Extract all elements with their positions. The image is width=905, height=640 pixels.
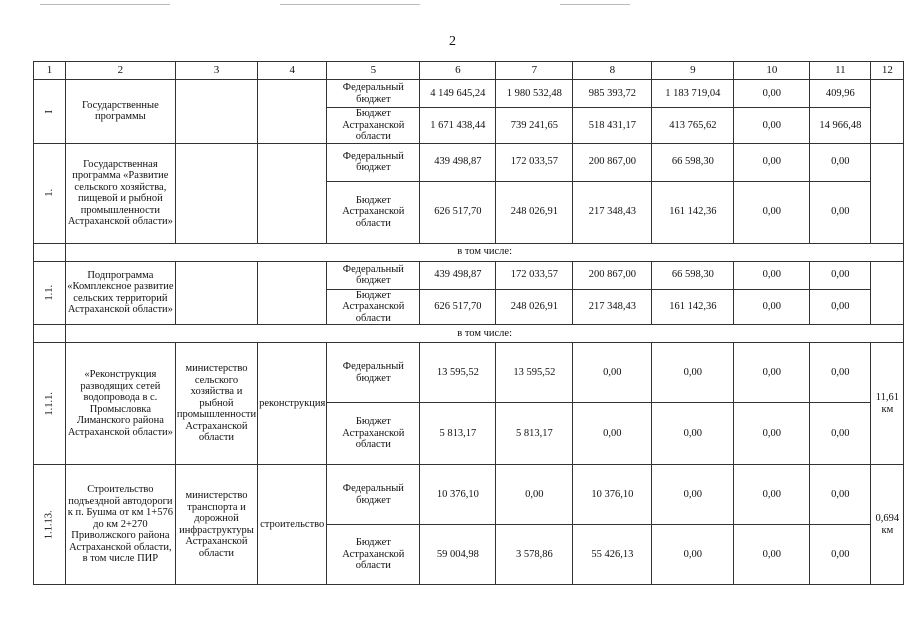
program-name: Государственная программа «Развитие сельского хозяйства, пищевой и рыбной промышленности Астраханской области»	[65, 143, 175, 243]
value-cell: 13 595,52	[420, 343, 496, 403]
col-header: 7	[496, 62, 573, 80]
scan-top-line	[280, 4, 420, 5]
value-cell: 0,00	[734, 143, 810, 181]
table-row	[34, 261, 904, 289]
value-cell: 0,00	[734, 289, 810, 325]
value-cell: 0,00	[810, 261, 871, 289]
empty-cell	[34, 243, 66, 261]
page-number: 2	[449, 34, 456, 49]
table-row	[34, 143, 904, 181]
col12-cell: 11,61 км	[871, 343, 904, 465]
col-header: 2	[65, 62, 175, 80]
table-row	[34, 80, 904, 108]
value-cell: 0,00	[652, 403, 734, 465]
value-cell: 248 026,91	[496, 289, 573, 325]
value-cell: 200 867,00	[573, 261, 652, 289]
budget-source: Федеральный бюджет	[327, 465, 420, 525]
col12-cell	[871, 143, 904, 243]
table-row	[34, 325, 904, 343]
value-cell: 5 813,17	[496, 403, 573, 465]
value-cell: 0,00	[652, 525, 734, 585]
value-cell: 172 033,57	[496, 261, 573, 289]
value-cell: 0,00	[734, 403, 810, 465]
value-cell: 0,00	[810, 181, 871, 243]
work-type-cell	[258, 80, 327, 144]
col-header: 3	[175, 62, 257, 80]
value-cell: 1 183 719,04	[652, 80, 734, 108]
value-cell: 13 595,52	[496, 343, 573, 403]
budget-source: Бюджет Астраханской области	[327, 403, 420, 465]
value-cell: 0,00	[734, 343, 810, 403]
value-cell: 626 517,70	[420, 289, 496, 325]
value-cell: 0,00	[810, 465, 871, 525]
value-cell: 66 598,30	[652, 261, 734, 289]
value-cell: 0,00	[496, 465, 573, 525]
work-type-cell: строительство	[258, 465, 327, 585]
col12-cell	[871, 261, 904, 325]
row-index: 1.1.	[34, 261, 66, 325]
value-cell: 161 142,36	[652, 181, 734, 243]
value-cell: 1 980 532,48	[496, 80, 573, 108]
value-cell: 55 426,13	[573, 525, 652, 585]
table-row	[34, 465, 904, 525]
value-cell: 0,00	[734, 525, 810, 585]
table-row	[34, 343, 904, 403]
value-cell: 248 026,91	[496, 181, 573, 243]
value-cell: 0,00	[810, 525, 871, 585]
value-cell: 14 966,48	[810, 108, 871, 144]
ministry-cell: министерство транспорта и дорожной инфраструктуры Астраханской области	[175, 465, 257, 585]
value-cell: 626 517,70	[420, 181, 496, 243]
value-cell: 4 149 645,24	[420, 80, 496, 108]
value-cell: 200 867,00	[573, 143, 652, 181]
object-name: «Реконструкция разводящих сетей водопровода в с. Промысловка Лиманского района Астраханской области»	[65, 343, 175, 465]
value-cell: 0,00	[734, 80, 810, 108]
budget-source: Федеральный бюджет	[327, 80, 420, 108]
budget-source: Федеральный бюджет	[327, 143, 420, 181]
budget-source: Федеральный бюджет	[327, 343, 420, 403]
col-header: 10	[734, 62, 810, 80]
budget-source: Федеральный бюджет	[327, 261, 420, 289]
ministry-cell	[175, 261, 257, 325]
value-cell: 10 376,10	[420, 465, 496, 525]
budget-source: Бюджет Астраханской области	[327, 525, 420, 585]
value-cell: 0,00	[734, 181, 810, 243]
value-cell: 0,00	[652, 465, 734, 525]
value-cell: 172 033,57	[496, 143, 573, 181]
value-cell: 0,00	[810, 289, 871, 325]
ministry-cell: министерство сельского хозяйства и рыбной промышленности Астраханской области	[175, 343, 257, 465]
scan-top-line	[40, 4, 170, 5]
budget-table	[33, 61, 904, 585]
value-cell: 59 004,98	[420, 525, 496, 585]
col-header: 11	[810, 62, 871, 80]
budget-source: Бюджет Астраханской области	[327, 181, 420, 243]
value-cell: 0,00	[734, 261, 810, 289]
value-cell: 0,00	[573, 403, 652, 465]
value-cell: 217 348,43	[573, 181, 652, 243]
col-header: 6	[420, 62, 496, 80]
value-cell: 0,00	[734, 465, 810, 525]
subhead-label: в том числе:	[65, 243, 903, 261]
value-cell: 439 498,87	[420, 261, 496, 289]
work-type-cell: реконструкция	[258, 343, 327, 465]
value-cell: 0,00	[652, 343, 734, 403]
column-number-row	[34, 62, 904, 80]
value-cell: 518 431,17	[573, 108, 652, 144]
scan-top-line	[560, 4, 630, 5]
program-name: Подпрограмма «Комплексное развитие сельских территорий Астраханской области»	[65, 261, 175, 325]
row-index: 1.1.1.	[34, 343, 66, 465]
value-cell: 3 578,86	[496, 525, 573, 585]
value-cell: 66 598,30	[652, 143, 734, 181]
value-cell: 0,00	[810, 343, 871, 403]
col12-cell	[871, 80, 904, 144]
value-cell: 0,00	[734, 108, 810, 144]
col-header: 9	[652, 62, 734, 80]
value-cell: 0,00	[810, 143, 871, 181]
row-index: 1.1.13.	[34, 465, 66, 585]
program-name: Государственные программы	[65, 80, 175, 144]
ministry-cell	[175, 143, 257, 243]
value-cell: 413 765,62	[652, 108, 734, 144]
col-header: 4	[258, 62, 327, 80]
value-cell: 985 393,72	[573, 80, 652, 108]
table-row	[34, 243, 904, 261]
budget-source: Бюджет Астраханской области	[327, 289, 420, 325]
row-index: I	[34, 80, 66, 144]
row-index: 1.	[34, 143, 66, 243]
ministry-cell	[175, 80, 257, 144]
empty-cell	[34, 325, 66, 343]
work-type-cell	[258, 143, 327, 243]
budget-source: Бюджет Астраханской области	[327, 108, 420, 144]
object-name: Строительство подъездной автодороги к п. Бушма от км 1+576 до км 2+270 Приволжского района Астраханской области, в том числе ПИР	[65, 465, 175, 585]
value-cell: 161 142,36	[652, 289, 734, 325]
value-cell: 0,00	[573, 343, 652, 403]
value-cell: 439 498,87	[420, 143, 496, 181]
value-cell: 409,96	[810, 80, 871, 108]
col-header: 1	[34, 62, 66, 80]
value-cell: 217 348,43	[573, 289, 652, 325]
work-type-cell	[258, 261, 327, 325]
col12-cell: 0,694 км	[871, 465, 904, 585]
subhead-label: в том числе:	[65, 325, 903, 343]
col-header: 8	[573, 62, 652, 80]
value-cell: 0,00	[810, 403, 871, 465]
col-header: 5	[327, 62, 420, 80]
value-cell: 5 813,17	[420, 403, 496, 465]
col-header: 12	[871, 62, 904, 80]
value-cell: 10 376,10	[573, 465, 652, 525]
value-cell: 1 671 438,44	[420, 108, 496, 144]
value-cell: 739 241,65	[496, 108, 573, 144]
